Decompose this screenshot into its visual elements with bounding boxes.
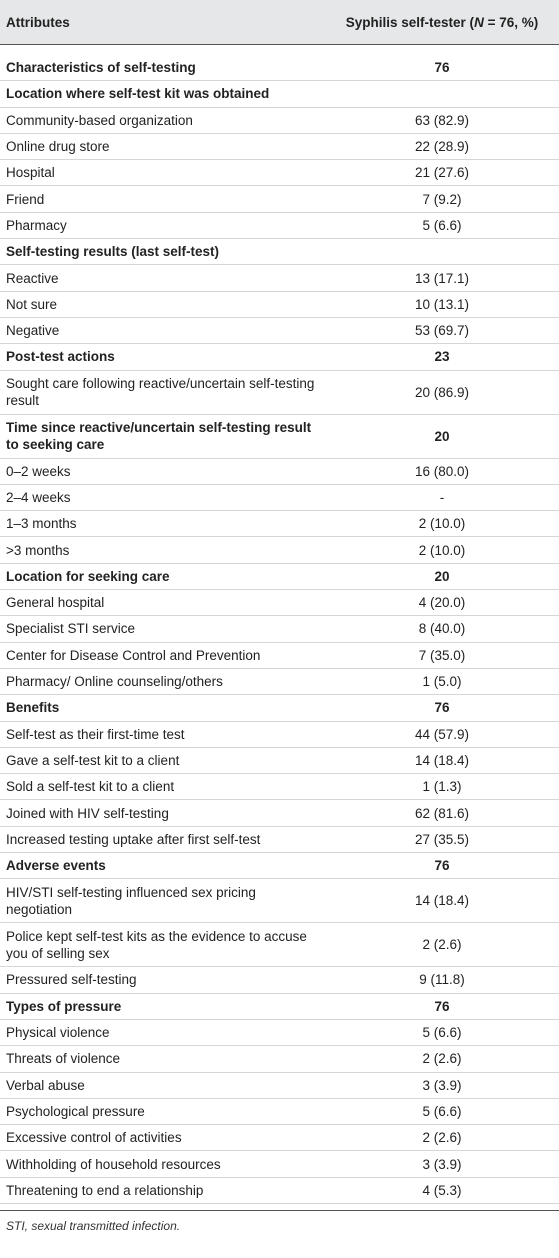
row-label: Time since reactive/uncertain self-testing result to seeking care xyxy=(0,414,325,458)
row-label: Types of pressure xyxy=(0,993,325,1019)
row-value xyxy=(325,81,559,107)
table-row xyxy=(0,484,559,510)
table-row xyxy=(0,826,559,852)
row-label: Pharmacy/ Online counseling/others xyxy=(0,668,325,694)
row-value: 8 (40.0) xyxy=(325,616,559,642)
section-row xyxy=(0,414,559,458)
row-value: 1 (5.0) xyxy=(325,668,559,694)
row-label: Increased testing uptake after first self-test xyxy=(0,826,325,852)
row-label: Friend xyxy=(0,186,325,212)
row-label: Online drug store xyxy=(0,133,325,159)
row-value: 76 xyxy=(325,55,559,81)
table-row xyxy=(0,458,559,484)
row-label: Location where self-test kit was obtained xyxy=(0,81,325,107)
row-label: Self-test as their first-time test xyxy=(0,721,325,747)
row-value: 62 (81.6) xyxy=(325,800,559,826)
table-row xyxy=(0,133,559,159)
table-row xyxy=(0,537,559,563)
row-value: 2 (2.6) xyxy=(325,923,559,967)
section-row xyxy=(0,239,559,265)
row-label: Sold a self-test kit to a client xyxy=(0,774,325,800)
table-row xyxy=(0,511,559,537)
header-attributes: Attributes xyxy=(0,0,325,45)
header-prefix: Syphilis self-tester ( xyxy=(345,14,475,30)
table-row xyxy=(0,186,559,212)
table-row xyxy=(0,1151,559,1177)
table-row xyxy=(0,107,559,133)
row-label: Pressured self-testing xyxy=(0,967,325,993)
row-value: 44 (57.9) xyxy=(325,721,559,747)
row-value: 13 (17.1) xyxy=(325,265,559,291)
table-row xyxy=(0,317,559,343)
table-row xyxy=(0,642,559,668)
row-label: Center for Disease Control and Prevention xyxy=(0,642,325,668)
table-row xyxy=(0,774,559,800)
section-row xyxy=(0,344,559,370)
row-value: 20 xyxy=(325,563,559,589)
row-label: Physical violence xyxy=(0,1019,325,1045)
row-value xyxy=(325,239,559,265)
row-label: Benefits xyxy=(0,695,325,721)
row-label: 0–2 weeks xyxy=(0,458,325,484)
table-row xyxy=(0,160,559,186)
row-label: Verbal abuse xyxy=(0,1072,325,1098)
table-row xyxy=(0,1072,559,1098)
row-value: 14 (18.4) xyxy=(325,879,559,923)
row-value: 23 xyxy=(325,344,559,370)
row-value: - xyxy=(325,484,559,510)
row-value: 5 (6.6) xyxy=(325,1098,559,1124)
row-label: >3 months xyxy=(0,537,325,563)
row-value: 3 (3.9) xyxy=(325,1151,559,1177)
row-label: Hospital xyxy=(0,160,325,186)
header-syphilis-self-tester xyxy=(325,0,559,45)
section-row xyxy=(0,853,559,879)
table-row xyxy=(0,1046,559,1072)
table-row xyxy=(0,616,559,642)
row-value: 2 (10.0) xyxy=(325,511,559,537)
header-row xyxy=(0,0,559,45)
footnote: STI, sexual transmitted infection. xyxy=(0,1210,559,1233)
row-label: Psychological pressure xyxy=(0,1098,325,1124)
table-row xyxy=(0,747,559,773)
row-value: 2 (2.6) xyxy=(325,1125,559,1151)
table-header xyxy=(0,0,559,45)
table-row xyxy=(0,721,559,747)
table-body xyxy=(0,45,559,1204)
header-n: N xyxy=(474,14,484,30)
row-value: 9 (11.8) xyxy=(325,967,559,993)
row-label: Joined with HIV self-testing xyxy=(0,800,325,826)
row-value: 76 xyxy=(325,993,559,1019)
table-row xyxy=(0,879,559,923)
row-label: 2–4 weeks xyxy=(0,484,325,510)
row-value: 3 (3.9) xyxy=(325,1072,559,1098)
row-value: 5 (6.6) xyxy=(325,1019,559,1045)
row-value: 22 (28.9) xyxy=(325,133,559,159)
table-row xyxy=(0,1019,559,1045)
row-value: 4 (20.0) xyxy=(325,590,559,616)
row-value: 16 (80.0) xyxy=(325,458,559,484)
row-label: HIV/STI self-testing influenced sex pricing negotiation xyxy=(0,879,325,923)
table-row xyxy=(0,370,559,414)
row-label: Sought care following reactive/uncertain self-testing result xyxy=(0,370,325,414)
row-label: General hospital xyxy=(0,590,325,616)
row-value: 27 (35.5) xyxy=(325,826,559,852)
row-label: Community-based organization xyxy=(0,107,325,133)
row-value: 53 (69.7) xyxy=(325,317,559,343)
row-value: 76 xyxy=(325,695,559,721)
table-row xyxy=(0,668,559,694)
row-value: 4 (5.3) xyxy=(325,1177,559,1203)
table-row xyxy=(0,967,559,993)
row-label: Excessive control of activities xyxy=(0,1125,325,1151)
table-row xyxy=(0,800,559,826)
row-value: 7 (35.0) xyxy=(325,642,559,668)
row-label: Location for seeking care xyxy=(0,563,325,589)
row-label: Post-test actions xyxy=(0,344,325,370)
row-label: Self-testing results (last self-test) xyxy=(0,239,325,265)
row-label: Specialist STI service xyxy=(0,616,325,642)
table-row xyxy=(0,265,559,291)
row-label: Police kept self-test kits as the evidence to accuse you of selling sex xyxy=(0,923,325,967)
row-value: 63 (82.9) xyxy=(325,107,559,133)
header-suffix: = 76, %) xyxy=(483,14,539,30)
row-value: 7 (9.2) xyxy=(325,186,559,212)
row-label: Withholding of household resources xyxy=(0,1151,325,1177)
row-label: Reactive xyxy=(0,265,325,291)
row-label: Pharmacy xyxy=(0,212,325,238)
table-row xyxy=(0,590,559,616)
row-value: 10 (13.1) xyxy=(325,291,559,317)
row-value: 21 (27.6) xyxy=(325,160,559,186)
row-value: 5 (6.6) xyxy=(325,212,559,238)
table-row xyxy=(0,923,559,967)
header-spacer xyxy=(0,45,559,56)
section-row xyxy=(0,55,559,81)
section-row xyxy=(0,563,559,589)
table-row xyxy=(0,1098,559,1124)
row-label: Threats of violence xyxy=(0,1046,325,1072)
row-value: 1 (1.3) xyxy=(325,774,559,800)
row-label: Negative xyxy=(0,317,325,343)
row-value: 2 (2.6) xyxy=(325,1046,559,1072)
table-row xyxy=(0,212,559,238)
row-label: Adverse events xyxy=(0,853,325,879)
row-label: Characteristics of self-testing xyxy=(0,55,325,81)
row-value: 20 (86.9) xyxy=(325,370,559,414)
row-label: Threatening to end a relationship xyxy=(0,1177,325,1203)
section-row xyxy=(0,695,559,721)
row-value: 20 xyxy=(325,414,559,458)
row-value: 76 xyxy=(325,853,559,879)
section-row xyxy=(0,993,559,1019)
row-label: 1–3 months xyxy=(0,511,325,537)
table-row xyxy=(0,1177,559,1203)
table-row xyxy=(0,1125,559,1151)
row-value: 14 (18.4) xyxy=(325,747,559,773)
row-label: Not sure xyxy=(0,291,325,317)
row-label: Gave a self-test kit to a client xyxy=(0,747,325,773)
section-row xyxy=(0,81,559,107)
table-row xyxy=(0,291,559,317)
row-value: 2 (10.0) xyxy=(325,537,559,563)
